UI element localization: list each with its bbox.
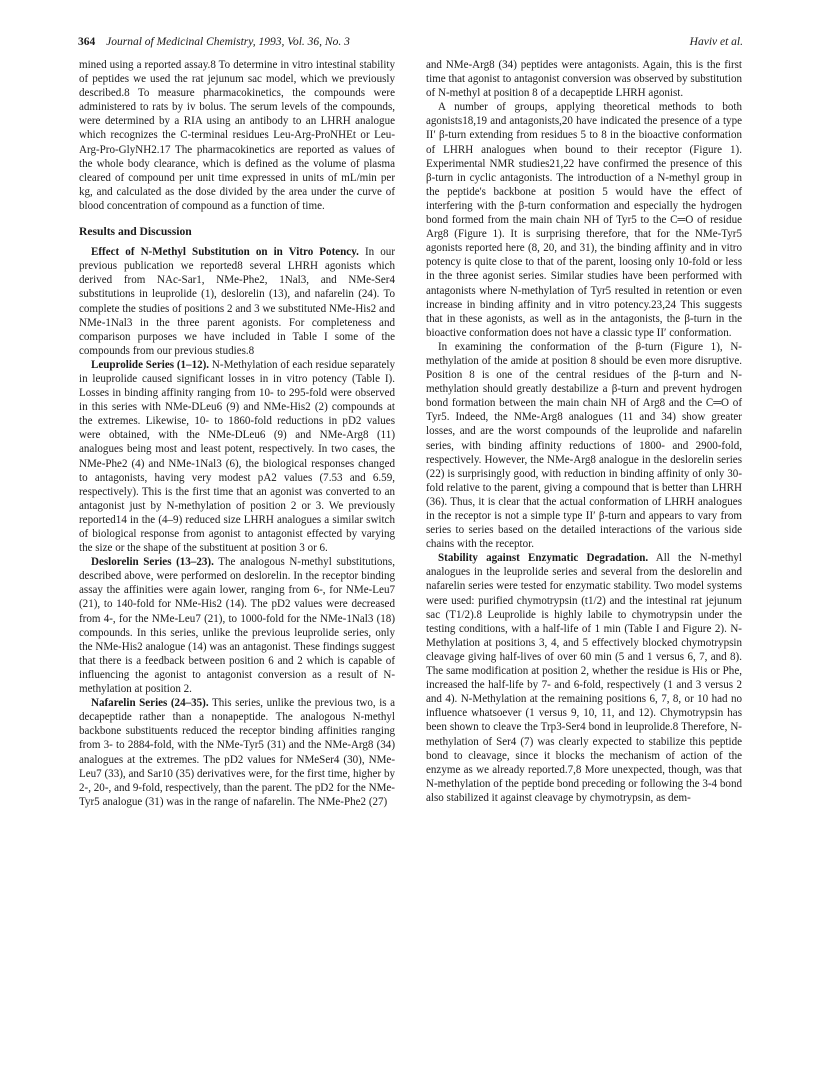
run-in-heading: Leuprolide Series (1–12). [91,358,210,371]
left-column [79,58,395,809]
methods-paragraph: mined using a reported assay.8 To determine in vitro intestinal stability of peptides we used the rat jejunum sac model, which we previously described.8 To measure pharmacokinetics, the compounds were administered to rats by iv bolus. The serum levels of the compounds, were determined by a RIA using an antibody to an LHRH analogue which recognizes the C-terminal residues Leu-Arg-ProNHEt or Leu-Arg-Pro-GlyNH2.17 The pharmacokinetics are reported as values of the whole body clearance, which is defined as the volume of plasma cleared of compound per unit time expressed in units of mL/min per kg, and calculated as the dose divided by the area under the curve of blood concentration of compound as a function of time. [79,59,395,212]
paragraph-leuprolide-series [79,358,395,555]
paragraph-text: The analogous N-methyl substitutions, described above, were performed on deslorelin. In the receptor binding assay the affinities were again lower, ranging from 6-, for NMe-Leu7 (21), to 140-fold for NMe-His2 (14). The pD2 values were decreased from 4-, for the NMe-Leu7 (21), to 1000-fold for the NMe-1Nal3 (18) compounds. In this series, unlike the previous leuprolide series, only the NMe-His2 analogue (14) was an antagonist. These findings suggest that there is a feedback between position 6 and 2 which is capable of influencing the agonist to antagonist conversion as a result of N-methylation at position 2. [79,556,395,696]
journal-citation: Journal of Medicinal Chemistry, 1993, Vol. 36, No. 3 [106,36,350,48]
paragraph-n-methyl-potency [79,245,395,358]
running-header [78,36,743,54]
paragraph-deslorelin-series [79,555,395,696]
header-authors: Haviv et al. [689,36,743,48]
paragraph-text: In our previous publication we reported8 several LHRH agonists which derived from NAc-Sar1, NMe-Phe2, 1Nal3, and NMe-Ser4 substitutions in leuprolide (1), deslorelin (13), and nafarelin (24). To complete the studies of positions 2 and 3 we substituted NMe-His2 and NMe-1Nal3 in the three parent agonists. For completeness and comparison purposes we have included in Table I some of the compounds from our previous studies.8 [79,246,395,357]
paragraph-nafarelin-series [79,696,395,809]
page-number: 364 [78,36,96,48]
paragraph-conformation: In examining the conformation of the β-turn (Figure 1), N-methylation of the amide at position 8 should be even more disruptive. Position 8 is one of the central residues of the β-turn and N-methylation should greatly destabilize a β-turn and prevent hydrogen bond formation between the main chain NH of Arg8 and the C═O of Tyr5. Indeed, the NMe-Arg8 analogues (11 and 34) show greater losses, and are the worst compounds of the leuprolide and nafarelin series, with binding affinity reductions of 1800- and 2900-fold, respectively. However, the NMe-Arg8 analogue in the deslorelin series (22) is surprisingly good, with reduction in binding affinity of only 30-fold relative to the parent, giving a compound that is better than LHRH (36). Thus, it is clear that the actual conformation of LHRH analogues in the receptor is not a simple type II′ β-turn and appears to vary from series to series based on the detailed interactions of the various side chains with the receptor. [426,340,742,551]
paragraph-text: N-Methylation of each residue separately in leuprolide caused significant losses in in vitro potency (Table I). Losses in binding affinity ranging from 10- to 295-fold were observed in this series with NMe-DLeu6 (9) and NMe-His2 (2) compounds at the extremes. Likewise, 10- to 1860-fold reductions in pD2 values were obtained, with the NMe-DLeu6 (9) and NMe-Arg8 (11) analogues being most and least potent, respectively. In two cases, the NMe-Phe2 (4) and NMe-1Nal3 (6), the biological responses changed to antagonists, having very modest pA2 values (7.53 and 6.59, respectively). This is the first time that an agonist was converted to an antagonist just by N-methylation of position 2 or 3. We previously reported14 in the (4–9) reduced size LHRH analogues a similar switch of biological response from agonist to antagonist effected by varying the size or the shape of the substituent at position 3 or 6. [79,358,396,555]
paragraph-text: This series, unlike the previous two, is a decapeptide rather than a nonapeptide. The analogous N-methyl backbone substituents reduced the receptor binding affinities ranging from 3- to 2884-fold, with the NMe-Tyr5 (31) and the NMe-Arg8 (34) analogues at the extremes. The pD2 values for NMeSer4 (30), NMe-Leu7 (33), and Sar10 (35) derivatives were, for the first time, higher by 2-, 20-, and 9-fold, respectively, than the parent. The pD2 for the NMe-Tyr5 analogue (31) was in the range of nafarelin. The NMe-Phe2 (27) [79,697,396,808]
paragraph-beta-turn: A number of groups, applying theoretical methods to both agonists18,19 and antagonists,20 have indicated the presence of a type II′ β-turn extending from residues 5 to 8 in the bioactive conformation of LHRH analogues when bound to their receptor (Figure 1). Experimental NMR studies21,22 have confirmed the presence of this β-turn in cyclic antagonists. The introduction of a N-methyl group in the peptide's backbone at position 5 would have the effect of interfering with the β-turn conformation and especially the hydrogen bond formed from the main chain NH of Tyr5 to the C═O of residue Arg8 (Figure 1). It is surprising therefore, that for the NMe-Tyr5 agonists reported here (8, 20, and 31), the binding affinity and in vitro potency is quite close to that of the parent, loosing only 10-fold or less in the three agonist series. Similar studies have been performed with antagonists where N-methylation of Tyr5 resulted in retention or even increase in binding affinity and in vitro potency.23,24 This suggests that in these agonists, as well as in the antagonists, the β-turn in the bioactive conformation does not have a classic type II′ conformation. [426,101,742,339]
paragraph-enzymatic-stability [426,551,742,805]
right-column [426,58,742,805]
run-in-heading: Nafarelin Series (24–35). [91,697,209,710]
run-in-heading: Stability against Enzymatic Degradation. [438,552,649,565]
paragraph-text: All the N-methyl analogues in the leuprolide series and several from the deslorelin and nafarelin series were tested for enzymatic stability. Two model systems were used: purified chymotrypsin (t1/2) and the intestinal rat jejunum sac (T1/2).8 Leuprolide is highly labile to chymotrypsin under the testing conditions, with a half-life of 1 min (Table I and Figure 2). N-Methylation at positions 3, 4, and 5 effectively blocked chymotrypsin cleavage giving half-lives of over 60 min (5 and 1 versus 6, 7, and 8). The same modification at position 2, whether the residue is His or Phe, increased the half-life by 7- and 6-fold, respectively (1 and 3 versus 2 and 4). N-Methylation at the remaining positions 6, 7, 8, or 10 had no influence whatsoever (1 versus 9, 10, 11, and 12). Chymotrypsin has been shown to cleave the Trp3-Ser4 bond in leuprolide.8 Therefore, N-methylation of Ser4 (7) was clearly expected to stabilize this peptide bond to cleavage, since it blocks the mechanism of action of the enzyme as we already reported.7,8 More unexpected, though, was that N-methylation of the peptide bond preceding or following the 3-4 bond also stabilized it against cleavage by chymotrypsin, as dem- [426,552,742,804]
run-in-heading: Deslorelin Series (13–23). [91,556,214,569]
section-title: Results and Discussion [79,225,192,239]
paragraph-continued: and NMe-Arg8 (34) peptides were antagonists. Again, this is the first time that agonist to antagonist conversion was observed by substitution of N-methyl at position 8 of a decapeptide LHRH agonist. [426,59,742,100]
header-left [78,36,350,48]
run-in-heading: Effect of N-Methyl Substitution on in Vitro Potency. [91,246,359,259]
